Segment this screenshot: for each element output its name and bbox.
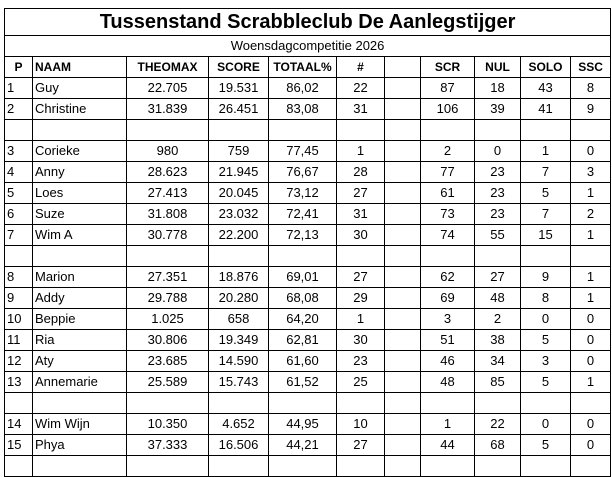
table-row: [5, 141, 611, 162]
cell-totaal: 72,13: [269, 225, 337, 246]
cell-solo: 1: [521, 141, 571, 162]
cell-naam: Christine: [33, 99, 127, 120]
spacer-cell: [269, 456, 337, 477]
spacer-cell: [337, 393, 385, 414]
cell-scr: 2: [421, 141, 475, 162]
cell-count: 23: [337, 351, 385, 372]
cell-p: 14: [5, 414, 33, 435]
cell-nul: 0: [475, 141, 521, 162]
cell-scr: 1: [421, 414, 475, 435]
header-blank: [385, 57, 421, 78]
cell-ssc: 0: [571, 309, 611, 330]
cell-nul: 68: [475, 435, 521, 456]
cell-naam: Phya: [33, 435, 127, 456]
cell-count: 10: [337, 414, 385, 435]
cell-naam: Annemarie: [33, 372, 127, 393]
spacer-cell: [521, 120, 571, 141]
spacer-cell: [421, 393, 475, 414]
header-score: SCORE: [209, 57, 269, 78]
spacer-cell: [5, 456, 33, 477]
cell-totaal: 62,81: [269, 330, 337, 351]
cell-blank: [385, 162, 421, 183]
cell-totaal: 73,12: [269, 183, 337, 204]
cell-count: 27: [337, 183, 385, 204]
spacer-cell: [269, 246, 337, 267]
cell-naam: Marion: [33, 267, 127, 288]
cell-p: 6: [5, 204, 33, 225]
spacer-cell: [475, 246, 521, 267]
table-row: [5, 351, 611, 372]
cell-ssc: 1: [571, 225, 611, 246]
cell-nul: 18: [475, 78, 521, 99]
cell-theomax: 29.788: [127, 288, 209, 309]
spacer-cell: [521, 393, 571, 414]
cell-p: 1: [5, 78, 33, 99]
header-naam: NAAM: [33, 57, 127, 78]
cell-ssc: 8: [571, 78, 611, 99]
cell-score: 759: [209, 141, 269, 162]
spacer-cell: [269, 120, 337, 141]
cell-solo: 5: [521, 435, 571, 456]
spacer-cell: [385, 393, 421, 414]
cell-naam: Loes: [33, 183, 127, 204]
spacer-cell: [33, 393, 127, 414]
cell-count: 29: [337, 288, 385, 309]
spacer-cell: [475, 456, 521, 477]
cell-theomax: 37.333: [127, 435, 209, 456]
spacer-cell: [209, 246, 269, 267]
cell-totaal: 69,01: [269, 267, 337, 288]
cell-nul: 2: [475, 309, 521, 330]
spacer-cell: [421, 246, 475, 267]
cell-totaal: 61,60: [269, 351, 337, 372]
spacer-cell: [127, 456, 209, 477]
cell-score: 658: [209, 309, 269, 330]
spacer-cell: [521, 456, 571, 477]
cell-nul: 48: [475, 288, 521, 309]
table-row: [5, 309, 611, 330]
cell-nul: 23: [475, 183, 521, 204]
cell-blank: [385, 351, 421, 372]
cell-count: 1: [337, 309, 385, 330]
cell-ssc: 9: [571, 99, 611, 120]
cell-score: 21.945: [209, 162, 269, 183]
cell-scr: 48: [421, 372, 475, 393]
table-row: [5, 267, 611, 288]
cell-score: 26.451: [209, 99, 269, 120]
cell-ssc: 3: [571, 162, 611, 183]
cell-nul: 27: [475, 267, 521, 288]
spacer-cell: [5, 393, 33, 414]
cell-score: 4.652: [209, 414, 269, 435]
cell-naam: Beppie: [33, 309, 127, 330]
cell-p: 11: [5, 330, 33, 351]
cell-blank: [385, 225, 421, 246]
spacer-cell: [33, 456, 127, 477]
spacer-cell: [33, 246, 127, 267]
cell-blank: [385, 141, 421, 162]
cell-ssc: 0: [571, 330, 611, 351]
cell-solo: 5: [521, 183, 571, 204]
cell-theomax: 30.806: [127, 330, 209, 351]
cell-ssc: 1: [571, 183, 611, 204]
cell-scr: 77: [421, 162, 475, 183]
cell-count: 1: [337, 141, 385, 162]
cell-count: 28: [337, 162, 385, 183]
cell-nul: 23: [475, 204, 521, 225]
cell-theomax: 22.705: [127, 78, 209, 99]
cell-scr: 106: [421, 99, 475, 120]
cell-score: 23.032: [209, 204, 269, 225]
cell-solo: 7: [521, 162, 571, 183]
table-row: [5, 372, 611, 393]
spacer-row: [5, 456, 611, 477]
cell-count: 31: [337, 99, 385, 120]
cell-theomax: 28.623: [127, 162, 209, 183]
spacer-cell: [385, 120, 421, 141]
cell-blank: [385, 330, 421, 351]
table-row: [5, 330, 611, 351]
cell-count: 30: [337, 225, 385, 246]
cell-ssc: 0: [571, 414, 611, 435]
cell-blank: [385, 372, 421, 393]
table-row: [5, 204, 611, 225]
cell-p: 15: [5, 435, 33, 456]
header-count: #: [337, 57, 385, 78]
header-nul: NUL: [475, 57, 521, 78]
spacer-cell: [571, 120, 611, 141]
cell-totaal: 76,67: [269, 162, 337, 183]
spacer-cell: [5, 246, 33, 267]
spacer-cell: [5, 120, 33, 141]
cell-nul: 39: [475, 99, 521, 120]
cell-blank: [385, 183, 421, 204]
cell-naam: Wim Wijn: [33, 414, 127, 435]
cell-p: 7: [5, 225, 33, 246]
spacer-cell: [337, 246, 385, 267]
standings-sheet: [4, 8, 611, 477]
cell-theomax: 23.685: [127, 351, 209, 372]
cell-ssc: 1: [571, 267, 611, 288]
header-scr: SCR: [421, 57, 475, 78]
cell-nul: 22: [475, 414, 521, 435]
page-title: Tussenstand Scrabbleclub De Aanlegstijger: [5, 9, 611, 36]
cell-p: 9: [5, 288, 33, 309]
cell-nul: 55: [475, 225, 521, 246]
cell-naam: Ria: [33, 330, 127, 351]
cell-totaal: 86,02: [269, 78, 337, 99]
cell-score: 16.506: [209, 435, 269, 456]
cell-count: 31: [337, 204, 385, 225]
cell-score: 18.876: [209, 267, 269, 288]
cell-solo: 5: [521, 330, 571, 351]
page-subtitle: Woensdagcompetitie 2026: [5, 36, 611, 57]
cell-p: 8: [5, 267, 33, 288]
cell-blank: [385, 414, 421, 435]
header-solo: SOLO: [521, 57, 571, 78]
cell-p: 12: [5, 351, 33, 372]
header-totaal: TOTAAL%: [269, 57, 337, 78]
subtitle-row: [5, 36, 611, 57]
cell-scr: 44: [421, 435, 475, 456]
cell-theomax: 30.778: [127, 225, 209, 246]
cell-solo: 41: [521, 99, 571, 120]
cell-blank: [385, 267, 421, 288]
spacer-cell: [209, 456, 269, 477]
table-row: [5, 99, 611, 120]
cell-theomax: 980: [127, 141, 209, 162]
cell-theomax: 10.350: [127, 414, 209, 435]
spacer-cell: [571, 456, 611, 477]
cell-totaal: 68,08: [269, 288, 337, 309]
cell-solo: 5: [521, 372, 571, 393]
cell-naam: Guy: [33, 78, 127, 99]
cell-score: 14.590: [209, 351, 269, 372]
cell-theomax: 31.808: [127, 204, 209, 225]
cell-scr: 3: [421, 309, 475, 330]
table-row: [5, 78, 611, 99]
spacer-cell: [337, 120, 385, 141]
header-row: [5, 57, 611, 78]
header-p: P: [5, 57, 33, 78]
spacer-row: [5, 246, 611, 267]
spacer-row: [5, 120, 611, 141]
cell-p: 10: [5, 309, 33, 330]
spacer-cell: [209, 393, 269, 414]
cell-solo: 43: [521, 78, 571, 99]
table-row: [5, 288, 611, 309]
cell-naam: Suze: [33, 204, 127, 225]
cell-naam: Corieke: [33, 141, 127, 162]
cell-ssc: 0: [571, 141, 611, 162]
cell-scr: 51: [421, 330, 475, 351]
cell-naam: Anny: [33, 162, 127, 183]
standings-table: [4, 8, 611, 477]
cell-score: 15.743: [209, 372, 269, 393]
cell-totaal: 72,41: [269, 204, 337, 225]
cell-solo: 15: [521, 225, 571, 246]
spacer-cell: [385, 246, 421, 267]
spacer-cell: [337, 456, 385, 477]
cell-score: 19.349: [209, 330, 269, 351]
cell-solo: 0: [521, 309, 571, 330]
cell-solo: 0: [521, 414, 571, 435]
spacer-cell: [475, 120, 521, 141]
cell-scr: 69: [421, 288, 475, 309]
spacer-cell: [385, 456, 421, 477]
cell-blank: [385, 99, 421, 120]
cell-scr: 46: [421, 351, 475, 372]
cell-nul: 85: [475, 372, 521, 393]
cell-blank: [385, 435, 421, 456]
cell-totaal: 64,20: [269, 309, 337, 330]
cell-theomax: 27.413: [127, 183, 209, 204]
cell-totaal: 61,52: [269, 372, 337, 393]
cell-count: 25: [337, 372, 385, 393]
cell-scr: 73: [421, 204, 475, 225]
spacer-cell: [127, 393, 209, 414]
spacer-cell: [475, 393, 521, 414]
table-row: [5, 225, 611, 246]
cell-scr: 62: [421, 267, 475, 288]
cell-theomax: 25.589: [127, 372, 209, 393]
cell-scr: 61: [421, 183, 475, 204]
cell-ssc: 1: [571, 372, 611, 393]
cell-solo: 7: [521, 204, 571, 225]
spacer-cell: [421, 120, 475, 141]
cell-score: 20.045: [209, 183, 269, 204]
cell-nul: 34: [475, 351, 521, 372]
cell-score: 20.280: [209, 288, 269, 309]
cell-naam: Addy: [33, 288, 127, 309]
cell-p: 3: [5, 141, 33, 162]
cell-totaal: 44,21: [269, 435, 337, 456]
cell-ssc: 1: [571, 288, 611, 309]
spacer-cell: [269, 393, 337, 414]
cell-solo: 8: [521, 288, 571, 309]
cell-theomax: 1.025: [127, 309, 209, 330]
header-ssc: SSC: [571, 57, 611, 78]
cell-blank: [385, 309, 421, 330]
cell-blank: [385, 288, 421, 309]
cell-theomax: 27.351: [127, 267, 209, 288]
spacer-cell: [209, 120, 269, 141]
spacer-cell: [521, 246, 571, 267]
cell-p: 2: [5, 99, 33, 120]
spacer-cell: [571, 246, 611, 267]
title-row: [5, 9, 611, 36]
cell-score: 19.531: [209, 78, 269, 99]
cell-ssc: 2: [571, 204, 611, 225]
table-row: [5, 183, 611, 204]
cell-count: 22: [337, 78, 385, 99]
cell-p: 13: [5, 372, 33, 393]
cell-scr: 74: [421, 225, 475, 246]
cell-ssc: 0: [571, 435, 611, 456]
spacer-row: [5, 393, 611, 414]
cell-theomax: 31.839: [127, 99, 209, 120]
spacer-cell: [421, 456, 475, 477]
spacer-cell: [571, 393, 611, 414]
cell-totaal: 83,08: [269, 99, 337, 120]
cell-naam: Wim A: [33, 225, 127, 246]
cell-solo: 3: [521, 351, 571, 372]
cell-naam: Aty: [33, 351, 127, 372]
cell-solo: 9: [521, 267, 571, 288]
cell-count: 27: [337, 267, 385, 288]
cell-totaal: 77,45: [269, 141, 337, 162]
table-row: [5, 414, 611, 435]
cell-p: 4: [5, 162, 33, 183]
cell-score: 22.200: [209, 225, 269, 246]
cell-ssc: 0: [571, 351, 611, 372]
spacer-cell: [33, 120, 127, 141]
cell-count: 30: [337, 330, 385, 351]
cell-count: 27: [337, 435, 385, 456]
table-row: [5, 162, 611, 183]
cell-scr: 87: [421, 78, 475, 99]
spacer-cell: [127, 120, 209, 141]
cell-blank: [385, 78, 421, 99]
table-row: [5, 435, 611, 456]
cell-nul: 38: [475, 330, 521, 351]
cell-p: 5: [5, 183, 33, 204]
cell-nul: 23: [475, 162, 521, 183]
cell-blank: [385, 204, 421, 225]
header-theomax: THEOMAX: [127, 57, 209, 78]
cell-totaal: 44,95: [269, 414, 337, 435]
spacer-cell: [127, 246, 209, 267]
